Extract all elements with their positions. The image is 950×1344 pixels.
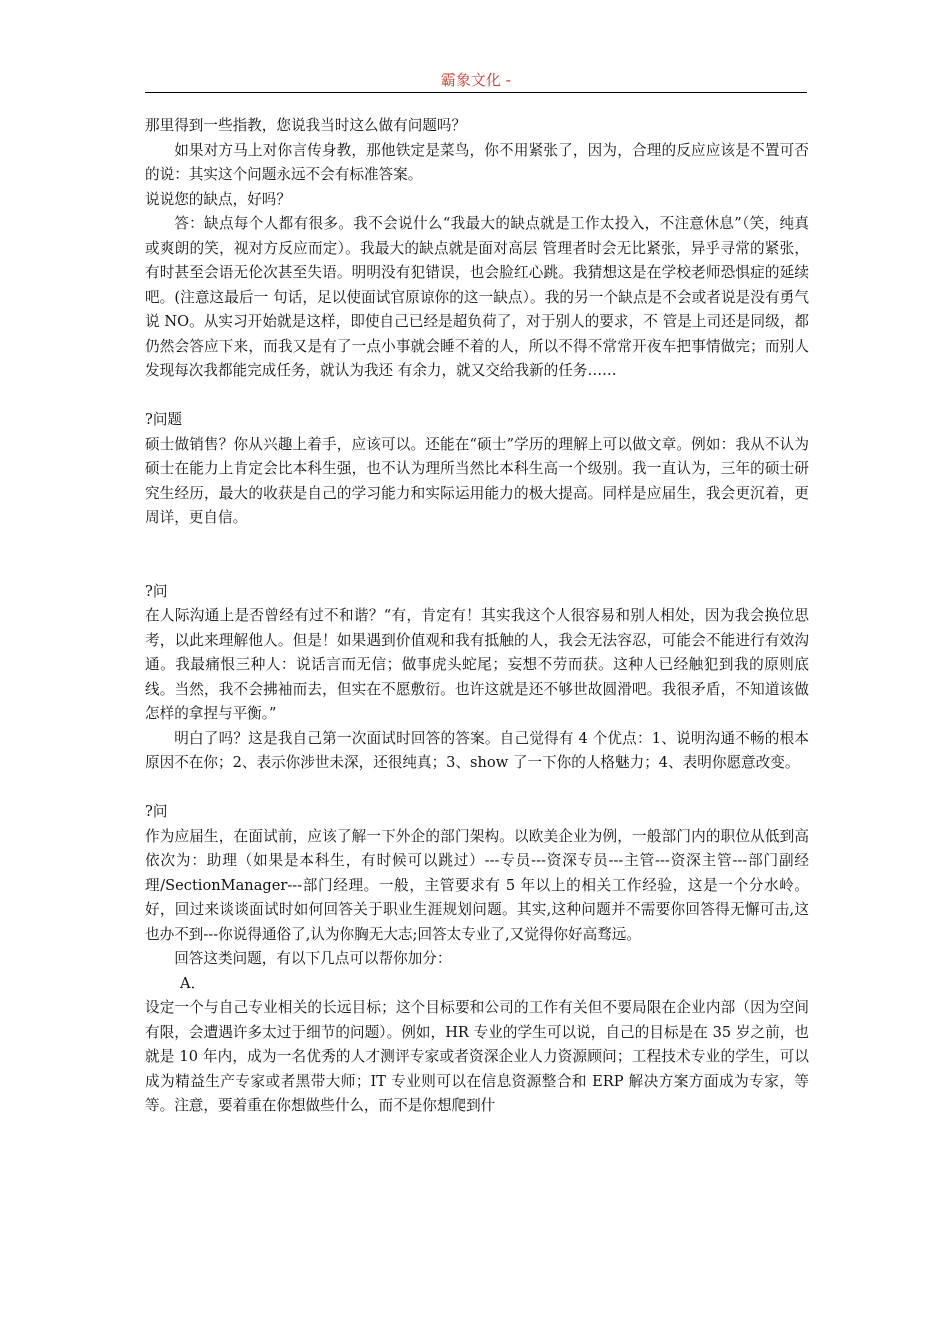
- spacer: [145, 776, 809, 801]
- paragraph: 作为应届生，在面试前，应该了解一下外企的部门架构。以欧美企业为例，一般部门内的职位从低到高依次为：助理（如果是本科生，有时候可以跳过）---专员---资深专员---主管---资深主管---部门副经理/SectionManager---部门经理。一般，主管要求有 5 年以上的相关工作经验，这是一个分水岭。好，回过来谈谈面试时如何回答关于职业生涯规划问题。其实,这种问题并不需要你回答得无懈可击,这也办不到---你说得通俗了,认为你胸无大志;回答太专业了,又觉得你好高骛远。: [145, 827, 809, 943]
- header-title: 霸象文化 -: [440, 71, 512, 89]
- paragraph: 回答这类问题，有以下几点可以帮你加分：: [174, 950, 452, 967]
- list-marker: A．: [180, 974, 206, 992]
- paragraph: 硕士做销售？你从兴趣上着手，应该可以。还能在“硕士”学历的理解上可以做文章。例如：我从不认为硕士在能力上肯定会比本科生强，也不认为理所当然比本科生高一个级别。我一直认为，三年的硕士研究生经历，最大的收获是自己的学习能力和实际运用能力的极大提高。同样是应届生，我会更沉着，更周详，更自信。: [145, 435, 809, 526]
- spacer: [145, 531, 809, 580]
- paragraph: 如果对方马上对你言传身教，那他铁定是菜鸟，你不用紧张了，因为，合理的反应应该是不置可否的说：其实这个问题永远不会有标准答案。: [145, 141, 809, 183]
- paragraph: 那里得到一些指教，您说我当时这么做有问题吗？: [145, 117, 467, 134]
- paragraph: 在人际沟通上是否曾经有过不和谐？“有，肯定有！其实我这个人很容易和别人相处，因为我会换位思考，以此来理解他人。但是！如果遇到价值观和我有抵触的人，我会无法容忍，可能会不能进行有效沟 通。我最痛恨三种人：说话言而无信；做事虎头蛇尾；妄想不劳而获。这种人已经触犯到我的原则底线。当然，我不会拂袖而去，但实在不愿敷衍。也许这就是还不够世故圆滑吧。我很矛盾，不知道该做怎样的拿捏与平衡。”: [145, 607, 809, 722]
- paragraph: 答：缺点每个人都有很多。我不会说什么“我最大的缺点就是工作太投入，不注意休息”（笑，纯真或爽朗的笑，视对方反应而定）。我最大的缺点就是面对高层 管理者时会无比紧张，异乎寻常的紧张，有时甚至会语无伦次甚至失语。明明没有犯错误，也会脸红心跳。我猜想这是在学校老师恐惧症的延续吧。(注意这最后一 句话，足以使面试官原谅你的这一缺点）。我的另一个缺点是不会或者说是没有勇气说 NO。从实习开始就是这样，即使自己已经是超负荷了，对于别人的要求，不 管是上司还是同级，都仍然会答应下来，而我又是有了一点小事就会睡不着的人，所以不得不常常开夜车把事情做完；而别人发现每次我都能完成任务，就认为我还 有余力，就又交给我新的任务……: [145, 215, 809, 379]
- question-heading: 说说您的缺点，好吗？: [145, 190, 291, 208]
- spacer: [145, 384, 809, 409]
- page-header: [145, 70, 807, 93]
- question-heading: ?问: [145, 803, 168, 820]
- question-heading: ?问: [145, 582, 168, 600]
- paragraph: 设定一个与自己专业相关的长远目标；这个目标要和公司的工作有关但不要局限在企业内部（因为空间有限，会遭遇许多太过于细节的问题）。例如，HR 专业的学生可以说，自己的目标是在 35 岁之前，也就是 10 年内，成为一名优秀的人才测评专家或者资深企业人力资源顾问；工程技术专业的学生，可以成为精益生产专家或者黑带大师；IT 专业则可以在信息资源整合和 ERP 解决方案方面成为专家，等等。注意，要着重在你想做些什么，而不是你想爬到什: [145, 999, 809, 1114]
- paragraph: 明白了吗？这是我自己第一次面试时回答的答案。自己觉得有 4 个优点：1、说明沟通不畅的根本原因不在你；2、表示你涉世未深，还很纯真；3、show 了一下你的人格魅力；4、表明你愿意改变。: [145, 729, 809, 771]
- question-heading: ?问题: [145, 411, 183, 428]
- document-body: [145, 114, 809, 1119]
